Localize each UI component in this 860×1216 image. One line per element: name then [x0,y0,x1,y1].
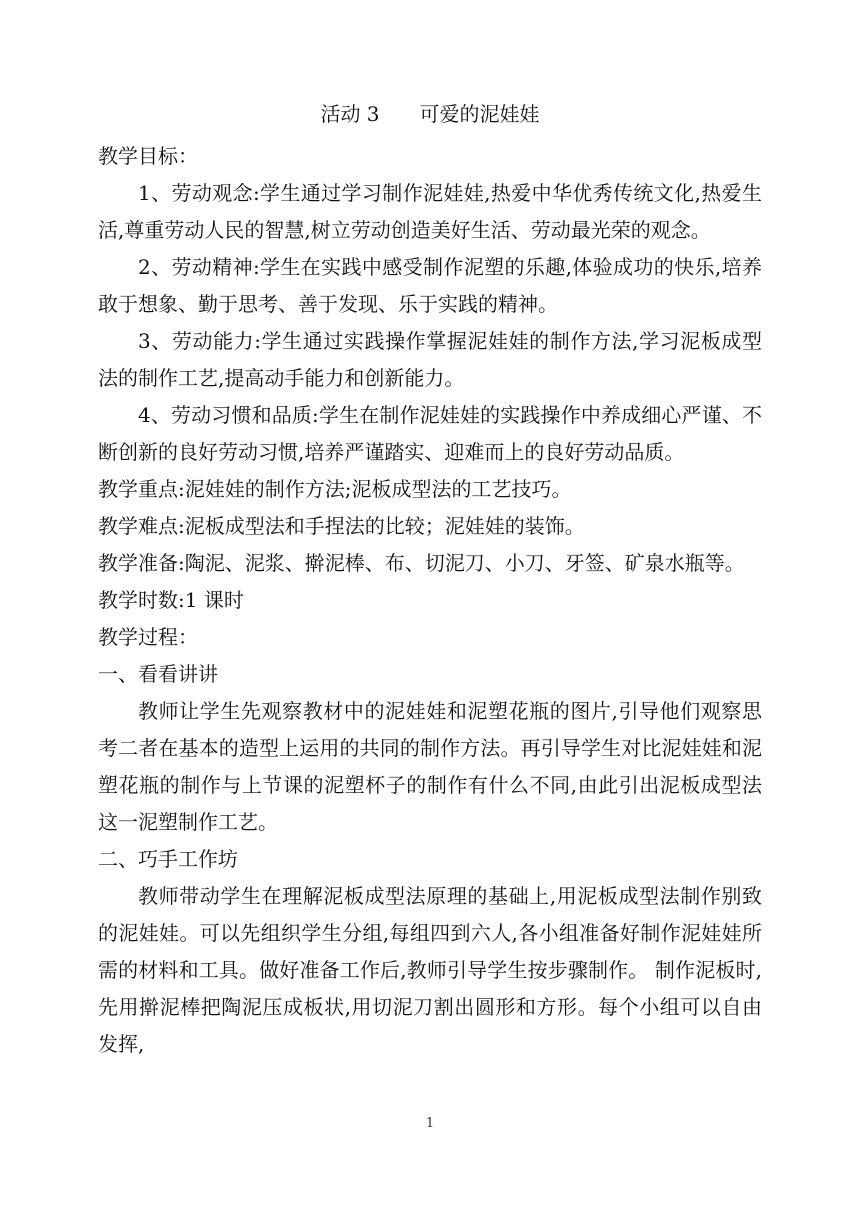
section-1-paragraph: 教师让学生先观察教材中的泥娃娃和泥塑花瓶的图片,引导他们观察思考二者在基本的造型上运用的共同的制作方法。再引导学生对比泥娃娃和泥塑花瓶的制作与上节课的泥塑杯子的制作有什么不同,由此引出泥板成型法这一泥塑制作工艺。 [98,699,762,834]
goal-paragraph-3: 3、劳动能力:学生通过实践操作掌握泥娃娃的制作方法,学习泥板成型法的制作工艺,提高动手能力和创新能力。 [98,329,762,390]
teaching-goals-heading: 教学目标： [98,144,198,168]
section-2-heading: 二、巧手工作坊 [98,847,238,871]
preparation: 教学准备:陶泥、泥浆、擀泥棒、布、切泥刀、小刀、牙签、矿泉水瓶等。 [98,551,745,575]
teaching-hours: 教学时数:1 课时 [98,588,244,612]
goal-paragraph-2: 2、劳动精神:学生在实践中感受制作泥塑的乐趣,体验成功的快乐,培养敢于想象、勤于思考、善于发现、乐于实践的精神。 [98,255,762,316]
document-body [98,138,762,1063]
key-points: 教学重点:泥娃娃的制作方法;泥板成型法的工艺技巧。 [98,477,572,501]
goal-paragraph-4: 4、劳动习惯和品质:学生在制作泥娃娃的实践操作中养成细心严谨、不断创新的良好劳动习惯,培养严谨踏实、迎难而上的良好劳动品质。 [98,403,762,464]
page-number: 1 [425,1116,435,1131]
section-1-heading: 一、看看讲讲 [98,662,218,686]
teaching-process-heading: 教学过程： [98,625,198,649]
difficulties: 教学难点:泥板成型法和手捏法的比较；泥娃娃的装饰。 [98,514,585,538]
goal-paragraph-1: 1、劳动观念:学生通过学习制作泥娃娃,热爱中华优秀传统文化,热爱生活,尊重劳动人民的智慧,树立劳动创造美好生活、劳动最光荣的观念。 [98,181,762,242]
document-title: 活动 3 可爱的泥娃娃 [320,102,540,126]
section-2-paragraph: 教师带动学生在理解泥板成型法原理的基础上,用泥板成型法制作别致的泥娃娃。可以先组织学生分组,每组四到六人,各小组准备好制作泥娃娃所需的材料和工具。做好准备工作后,教师引导学生按步骤制作。 制作泥板时,先用擀泥棒把陶泥压成板状,用切泥刀割出圆形和方形。每个小组可以自由发挥, [98,884,762,1056]
